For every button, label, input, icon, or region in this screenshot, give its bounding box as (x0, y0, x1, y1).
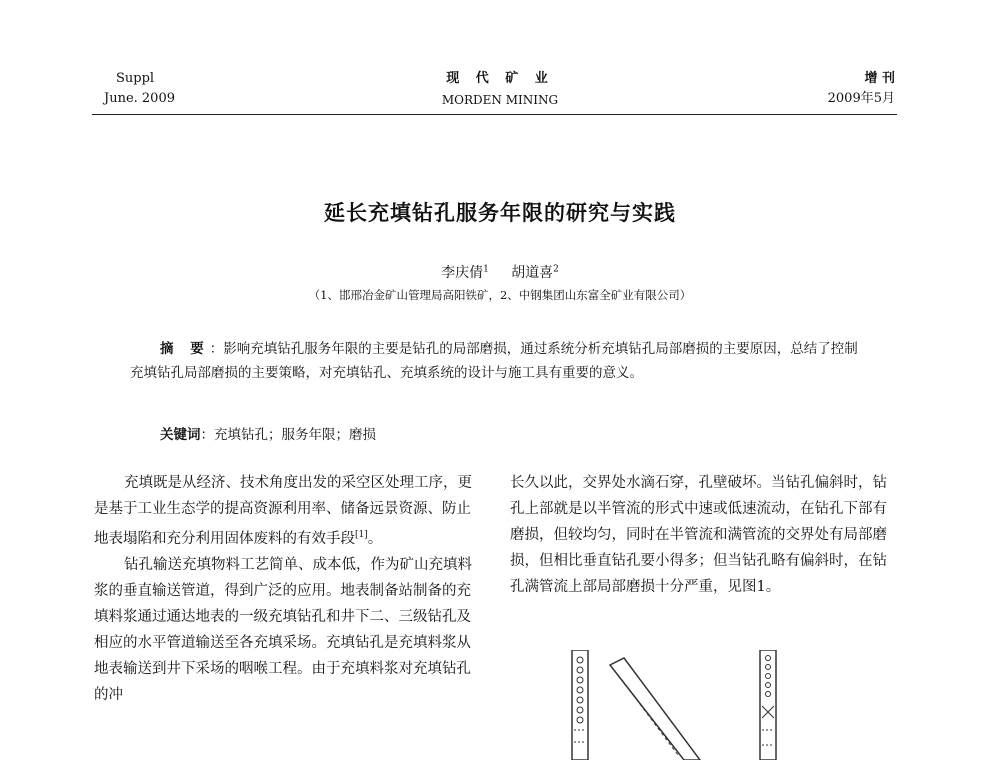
journal-name-cn: 现 代 矿 业 (446, 71, 554, 86)
abstract-label: 摘 要 (160, 341, 210, 357)
affiliation: （1、邯邢冶金矿山管理局高阳铁矿，2、中钢集团山东富全矿业有限公司） (308, 288, 692, 302)
header-rule (92, 114, 897, 115)
header-right-line2: 2009年5月 (827, 91, 895, 106)
abstract-text: ：影响充填钻孔服务年限的主要是钻孔的局部磨损，通过系统分析充填钻孔局部磨损的主要原因，总结了控制充填钻孔局部磨损的主要策略，对充填钻孔、充填系统的设计与施工具有重要的意义。 (130, 341, 858, 381)
keywords (160, 423, 376, 443)
right-column (510, 470, 900, 600)
abstract (130, 337, 870, 385)
left-paragraph-1 (94, 470, 484, 552)
right-paragraph-1: 长久以此，交界处水滴石穿，孔壁破坏。当钻孔偏斜时，钻孔上部就是以半管流的形式中速或低速流动，在钻孔下部有磨损，但较均匀，同时在半管流和满管流的交界处有局部磨损，但相比垂直钻孔要小得多；但当钻孔略有偏斜时，在钻孔满管流上部局部磨损十分严重，见图1。 (510, 475, 887, 595)
figure-inclined-borehole (610, 658, 700, 760)
author-1: 李庆倩 (441, 265, 484, 281)
authors (0, 262, 1000, 282)
header-left-line2: June. 2009 (104, 91, 175, 106)
author-2-sup: 2 (553, 264, 559, 275)
journal-name-en: MORDEN MINING (441, 93, 559, 107)
keywords-label: 关键词 (160, 427, 201, 443)
author-1-sup: 1 (483, 264, 489, 275)
left-column (94, 470, 484, 708)
author-2: 胡道喜 (511, 265, 554, 281)
left-paragraph-2: 钻孔输送充填物料工艺简单、成本低，作为矿山充填料浆的垂直输送管道，得到广泛的应用。地表制备站制备的充填料浆通过通达地表的一级充填钻孔和井下二、三级钻孔及相应的水平管道输送至各充填采场。充填钻孔是充填料浆从地表输送到井下采场的咽喉工程。由于充填料浆对充填钻孔的冲 (94, 556, 472, 703)
figure-vertical-borehole-right (760, 650, 776, 760)
header-right-line1: 增 刊 (864, 71, 895, 86)
keywords-text: ：充填钻孔；服务年限；磨损 (200, 427, 376, 443)
article-title: 延长充填钻孔服务年限的研究与实践 (324, 200, 676, 225)
figure-1-drill-holes (560, 650, 890, 760)
citation-ref: [1] (355, 530, 368, 540)
left-paragraph-1-text: 充填既是从经济、技术角度出发的采空区处理工序，更是基于工业生态学的提高资源利用率、储备远景资源、防止地表塌陷和充分利用固体废料的有效手段 (94, 475, 472, 547)
left-paragraph-1-end: 。 (367, 530, 383, 547)
header-left-line1: Suppl (116, 71, 155, 86)
figure-vertical-borehole (572, 650, 588, 760)
